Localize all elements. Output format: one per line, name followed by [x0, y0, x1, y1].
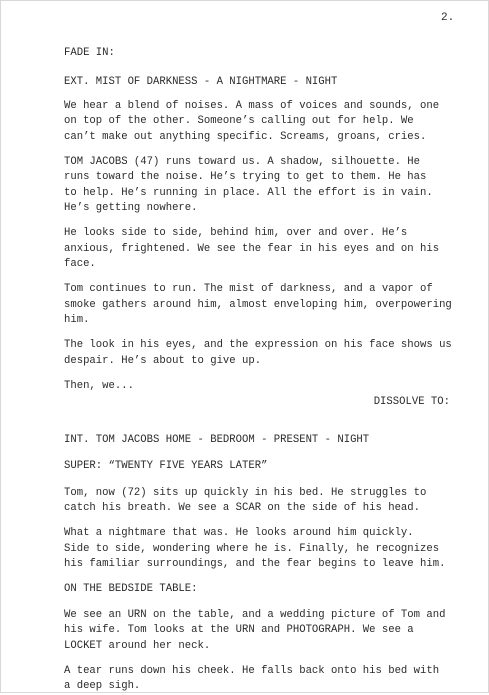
action-line: runs toward the noise. He’s trying to get to them. He has: [64, 171, 427, 183]
action-line: him.: [64, 314, 90, 326]
action-line: can’t make out anything specific. Screams, groans, cries.: [64, 131, 427, 143]
action-line: He looks side to side, behind him, over and over. He’s: [64, 227, 408, 239]
action-line: catch his breath. We see a SCAR on the side of his head.: [64, 502, 421, 514]
action-line: TOM JACOBS (47) runs toward us. A shadow, silhouette. He: [64, 156, 421, 168]
action-line: smoke gathers around him, almost enveloping him, overpowering: [64, 299, 452, 311]
scene-heading: INT. TOM JACOBS HOME - BEDROOM - PRESENT - NIGHT: [64, 434, 370, 446]
action-line: Tom continues to run. The mist of darkness, and a vapor of: [64, 283, 433, 295]
action-line: a deep sigh.: [64, 680, 141, 692]
action-line: his familiar surroundings, and the fear begins to leave him.: [64, 558, 446, 570]
action-line: Tom, now (72) sits up quickly in his bed. He struggles to: [64, 487, 427, 499]
transition-dissolve: DISSOLVE TO:: [373, 396, 450, 408]
page-number: 2.: [441, 12, 455, 24]
action-line: his wife. Tom looks at the URN and PHOTOGRAPH. We see a: [64, 624, 414, 636]
action-line: The look in his eyes, and the expression on his face shows us: [64, 339, 452, 351]
action-line: A tear runs down his cheek. He falls back onto his bed with: [64, 665, 440, 677]
action-line: on top of the other. Someone’s calling out for help. We: [64, 115, 414, 127]
action-line: face.: [64, 258, 96, 270]
scene-heading: EXT. MIST OF DARKNESS - A NIGHTMARE - NIGHT: [64, 76, 338, 88]
super-title: SUPER: “TWENTY FIVE YEARS LATER”: [64, 460, 268, 472]
action-line: Then, we...: [64, 380, 134, 392]
action-line: We see an URN on the table, and a wedding picture of Tom and: [64, 609, 446, 621]
transition-fade-in: FADE IN:: [64, 47, 115, 59]
action-line: He’s getting nowhere.: [64, 202, 198, 214]
action-line: We hear a blend of noises. A mass of voices and sounds, one: [64, 100, 440, 112]
action-line: anxious, frightened. We see the fear in his eyes and on his: [64, 243, 440, 255]
action-line: despair. He’s about to give up.: [64, 355, 262, 367]
subheading: ON THE BEDSIDE TABLE:: [64, 583, 198, 595]
action-line: What a nightmare that was. He looks around him quickly.: [64, 527, 414, 539]
action-line: Side to side, wondering where he is. Finally, he recognizes: [64, 543, 440, 555]
action-line: to help. He’s running in place. All the effort is in vain.: [64, 187, 433, 199]
action-line: LOCKET around her neck.: [64, 640, 211, 652]
